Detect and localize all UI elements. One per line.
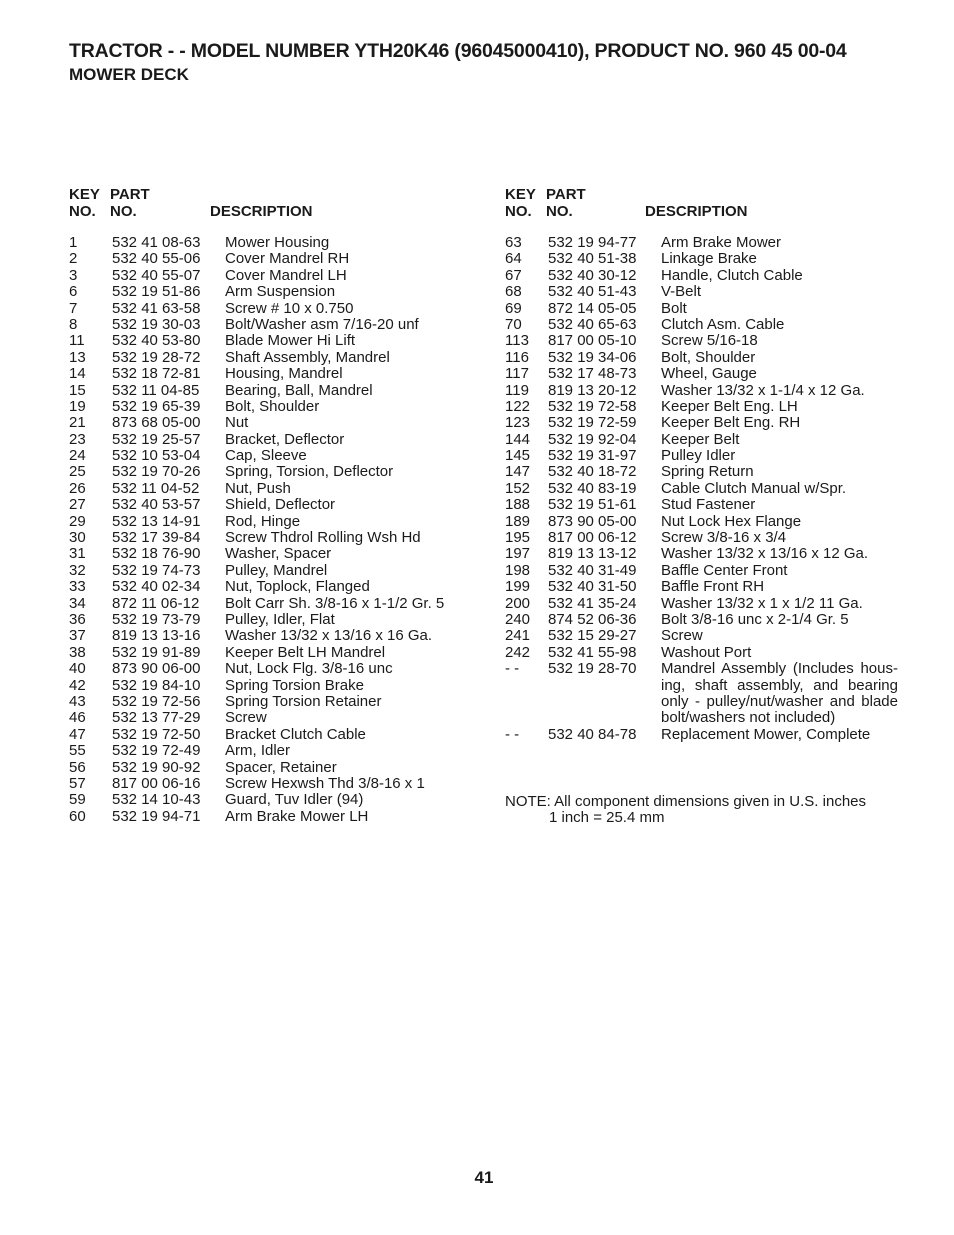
table-row — [69, 497, 469, 513]
table-row — [505, 563, 905, 579]
description: Nut, Push — [225, 479, 291, 497]
part-no: 872 14 05-05 — [548, 299, 637, 317]
part-no: 532 41 55-98 — [548, 643, 637, 661]
key-no: 116 — [505, 348, 529, 366]
part-no: 532 17 39-84 — [112, 529, 201, 547]
description: Mower Housing — [225, 234, 330, 251]
description: Linkage Brake — [661, 250, 757, 268]
key-no: 36 — [69, 610, 86, 628]
description: Spring Torsion Retainer — [225, 692, 382, 710]
description: Wheel, Gauge — [661, 365, 757, 383]
part-no: 532 19 25-57 — [112, 430, 201, 448]
table-row — [505, 612, 905, 628]
table-row — [69, 612, 469, 628]
description — [661, 661, 898, 727]
key-no: 34 — [69, 594, 86, 612]
header-part-bottom: NO. — [546, 203, 573, 220]
key-no: 42 — [69, 676, 86, 694]
part-no: 532 13 14-91 — [112, 512, 201, 530]
part-no: 532 19 92-04 — [548, 430, 637, 448]
key-no: 241 — [505, 627, 531, 645]
part-no: 532 19 73-79 — [112, 610, 201, 628]
key-no: 119 — [505, 381, 529, 399]
table-row — [505, 481, 905, 497]
description: Keeper Belt Eng. LH — [661, 397, 798, 415]
table-row — [505, 333, 905, 349]
table-row — [505, 464, 905, 480]
description: Replacement Mower, Complete — [661, 725, 871, 743]
key-no: 113 — [505, 332, 529, 350]
key-no: 144 — [505, 430, 531, 448]
part-no: 532 18 76-90 — [112, 545, 201, 563]
key-no: 13 — [69, 348, 86, 366]
key-no: 147 — [505, 463, 531, 481]
part-no: 532 19 51-61 — [548, 496, 637, 514]
table-row — [69, 645, 469, 661]
key-no: 30 — [69, 529, 86, 547]
part-no: 819 13 13-16 — [112, 627, 201, 645]
table-row — [505, 301, 905, 317]
part-no: 532 19 34-06 — [548, 348, 637, 366]
description: Bolt — [661, 299, 687, 317]
key-no: 57 — [69, 774, 86, 792]
table-row — [69, 710, 469, 726]
description: Cable Clutch Manual w/Spr. — [661, 479, 847, 497]
part-no: 532 40 02-34 — [112, 578, 201, 596]
part-no: 532 19 72-50 — [112, 725, 201, 743]
part-no: 532 40 31-49 — [548, 561, 637, 579]
part-no: 532 40 65-63 — [548, 315, 637, 333]
key-no: 47 — [69, 725, 86, 743]
table-row — [69, 579, 469, 595]
table-row — [69, 235, 469, 251]
part-no: 532 19 70-26 — [112, 463, 201, 481]
part-no: 532 15 29-27 — [548, 627, 637, 645]
key-no: 63 — [505, 234, 522, 251]
part-no: 532 18 72-81 — [112, 365, 201, 383]
description: Housing, Mandrel — [225, 365, 343, 383]
part-no: 532 40 51-38 — [548, 250, 637, 268]
table-row — [505, 268, 905, 284]
part-no: 532 10 53-04 — [112, 447, 201, 465]
key-no: - - — [505, 660, 520, 678]
description: Washout Port — [661, 643, 752, 661]
description: Arm Brake Mower LH — [225, 807, 369, 825]
description-line: ing, shaft assembly, and bearing — [661, 676, 898, 694]
key-no: 242 — [505, 643, 531, 661]
description: Spacer, Retainer — [225, 758, 337, 776]
description: Pulley Idler — [661, 447, 736, 465]
description: Screw — [225, 709, 267, 727]
description: Washer 13/32 x 1 x 1/2 11 Ga. — [661, 594, 863, 612]
key-no: 31 — [69, 545, 86, 563]
table-row — [505, 235, 905, 251]
key-no: 40 — [69, 660, 86, 678]
key-no: 3 — [69, 266, 78, 284]
part-no: 532 11 04-85 — [112, 381, 200, 399]
key-no: 145 — [505, 447, 531, 465]
table-row — [69, 366, 469, 382]
table-row — [69, 678, 469, 694]
table-row — [505, 514, 905, 530]
part-no: 532 19 72-49 — [112, 742, 201, 760]
part-no: 532 19 94-77 — [548, 234, 637, 251]
part-no: 532 40 18-72 — [548, 463, 637, 481]
part-no: 532 19 90-92 — [112, 758, 201, 776]
description: Nut, Toplock, Flanged — [225, 578, 370, 596]
part-no: 532 19 30-03 — [112, 315, 201, 333]
table-row — [69, 448, 469, 464]
key-no: 199 — [505, 578, 531, 596]
part-no: 532 19 91-89 — [112, 643, 201, 661]
key-no: 37 — [69, 627, 86, 645]
page-title: TRACTOR - - MODEL NUMBER YTH20K46 (96045000410), PRODUCT NO. 960 45 00-04 — [69, 40, 847, 62]
description: Keeper Belt LH Mandrel — [225, 643, 386, 661]
key-no: 60 — [69, 807, 86, 825]
key-no: 189 — [505, 512, 531, 530]
table-row — [505, 415, 905, 431]
key-no: - - — [505, 725, 520, 743]
part-no: 817 00 05-10 — [548, 332, 637, 350]
header-key-top: KEY — [69, 186, 100, 203]
part-no: 532 41 35-24 — [548, 594, 637, 612]
description: Shaft Assembly, Mandrel — [225, 348, 390, 366]
key-no: 11 — [69, 332, 85, 350]
table-row — [69, 792, 469, 808]
description: Spring Torsion Brake — [225, 676, 364, 694]
key-no: 70 — [505, 315, 522, 333]
part-no: 532 40 83-19 — [548, 479, 637, 497]
key-no: 32 — [69, 561, 86, 579]
key-no: 67 — [505, 266, 522, 284]
part-no: 873 90 05-00 — [548, 512, 637, 530]
part-no: 532 40 30-12 — [548, 266, 637, 284]
parts-list-left — [69, 235, 469, 825]
table-row — [69, 268, 469, 284]
key-no: 117 — [505, 365, 529, 383]
description: Shield, Deflector — [225, 496, 336, 514]
part-no: 873 90 06-00 — [112, 660, 201, 678]
description: Washer 13/32 x 13/16 x 16 Ga. — [225, 627, 433, 645]
key-no: 55 — [69, 742, 86, 760]
key-no: 197 — [505, 545, 531, 563]
description: Arm Brake Mower — [661, 234, 782, 251]
table-row — [69, 596, 469, 612]
part-no: 532 13 77-29 — [112, 709, 201, 727]
description: Screw — [661, 627, 703, 645]
description: Screw Thdrol Rolling Wsh Hd — [225, 529, 421, 547]
parts-table-right — [505, 187, 905, 743]
table-row — [69, 809, 469, 825]
table-row — [69, 776, 469, 792]
description: Blade Mower Hi Lift — [225, 332, 356, 350]
table-row — [69, 727, 469, 743]
description: Washer, Spacer — [225, 545, 332, 563]
key-no: 46 — [69, 709, 86, 727]
table-row — [505, 497, 905, 513]
part-no: 532 19 72-56 — [112, 692, 201, 710]
table-row — [69, 333, 469, 349]
description: Baffle Front RH — [661, 578, 765, 596]
part-no: 532 40 51-43 — [548, 283, 637, 301]
key-no: 29 — [69, 512, 86, 530]
key-no: 122 — [505, 397, 531, 415]
key-no: 200 — [505, 594, 531, 612]
key-no: 195 — [505, 529, 531, 547]
description: Washer 13/32 x 13/16 x 12 Ga. — [661, 545, 869, 563]
key-no: 43 — [69, 692, 86, 710]
key-no: 2 — [69, 250, 78, 268]
key-no: 14 — [69, 365, 86, 383]
part-no: 532 40 55-07 — [112, 266, 201, 284]
description: Pulley, Mandrel — [225, 561, 328, 579]
table-row — [505, 727, 905, 743]
header-description: DESCRIPTION — [645, 203, 748, 220]
table-row — [505, 284, 905, 300]
table-header — [505, 187, 905, 221]
key-no: 123 — [505, 414, 531, 432]
key-no: 25 — [69, 463, 86, 481]
description: Spring Return — [661, 463, 754, 481]
table-row — [505, 596, 905, 612]
table-row — [505, 530, 905, 546]
table-row — [69, 415, 469, 431]
table-row — [69, 383, 469, 399]
table-row — [69, 251, 469, 267]
header-key-bottom: NO. — [69, 203, 96, 220]
description: Pulley, Idler, Flat — [225, 610, 335, 628]
key-no: 198 — [505, 561, 531, 579]
table-row — [505, 366, 905, 382]
part-no: 873 68 05-00 — [112, 414, 201, 432]
key-no: 24 — [69, 447, 86, 465]
table-row — [69, 514, 469, 530]
part-no: 817 00 06-16 — [112, 774, 201, 792]
description: Keeper Belt — [661, 430, 740, 448]
part-no: 872 11 06-12 — [112, 594, 200, 612]
key-no: 1 — [69, 234, 78, 251]
description: Handle, Clutch Cable — [661, 266, 803, 284]
key-no: 19 — [69, 397, 86, 415]
key-no: 21 — [69, 414, 86, 432]
dimension-note — [505, 794, 866, 827]
part-no: 532 19 94-71 — [112, 807, 201, 825]
description: Bolt 3/8-16 unc x 2-1/4 Gr. 5 — [661, 610, 849, 628]
key-no: 152 — [505, 479, 531, 497]
part-no: 532 19 72-59 — [548, 414, 637, 432]
extra-parts — [505, 661, 905, 743]
key-no: 15 — [69, 381, 86, 399]
table-row — [69, 317, 469, 333]
table-row — [69, 481, 469, 497]
part-no: 532 19 65-39 — [112, 397, 201, 415]
description-line: only - pulley/nut/washer and blade — [661, 692, 898, 710]
part-no: 532 19 51-86 — [112, 283, 201, 301]
table-row — [69, 399, 469, 415]
table-row — [69, 530, 469, 546]
part-no: 532 19 31-97 — [548, 447, 637, 465]
description: Arm, Idler — [225, 742, 291, 760]
description: Cover Mandrel RH — [225, 250, 350, 268]
table-row — [505, 661, 905, 727]
description: Bolt, Shoulder — [661, 348, 756, 366]
description: Screw 3/8-16 x 3/4 — [661, 529, 787, 547]
description: Nut — [225, 414, 249, 432]
key-no: 8 — [69, 315, 78, 333]
key-no: 33 — [69, 578, 86, 596]
part-no: 817 00 06-12 — [548, 529, 637, 547]
section-subtitle: MOWER DECK — [69, 65, 189, 84]
table-row — [505, 251, 905, 267]
key-no: 188 — [505, 496, 531, 514]
table-row — [69, 464, 469, 480]
table-row — [505, 399, 905, 415]
part-no: 532 14 10-43 — [112, 791, 201, 809]
description: Bracket Clutch Cable — [225, 725, 366, 743]
part-no: 532 40 84-78 — [548, 725, 637, 743]
description: Baffle Center Front — [661, 561, 788, 579]
table-row — [69, 546, 469, 562]
table-row — [505, 432, 905, 448]
table-row — [69, 760, 469, 776]
description: Rod, Hinge — [225, 512, 301, 530]
key-no: 6 — [69, 283, 78, 301]
table-row — [69, 743, 469, 759]
part-no: 819 13 20-12 — [548, 381, 637, 399]
key-no: 26 — [69, 479, 86, 497]
description-line: Mandrel Assembly (Includes hous- — [661, 660, 898, 678]
description: Screw # 10 x 0.750 — [225, 299, 354, 317]
table-row — [505, 317, 905, 333]
table-row — [505, 350, 905, 366]
part-no: 532 40 55-06 — [112, 250, 201, 268]
description-line: bolt/washers not included) — [661, 709, 836, 727]
key-no: 240 — [505, 610, 531, 628]
header-part-top: PART — [546, 186, 586, 203]
description: Spring, Torsion, Deflector — [225, 463, 394, 481]
page-number: 41 — [474, 1168, 494, 1187]
table-row — [505, 546, 905, 562]
table-row — [505, 579, 905, 595]
part-no: 532 19 74-73 — [112, 561, 201, 579]
description: Nut Lock Hex Flange — [661, 512, 802, 530]
description: V-Belt — [661, 283, 702, 301]
table-row — [505, 448, 905, 464]
description: Bolt Carr Sh. 3/8-16 x 1-1/2 Gr. 5 — [225, 594, 445, 612]
header-description: DESCRIPTION — [210, 203, 313, 220]
description: Stud Fastener — [661, 496, 756, 514]
part-no: 532 19 72-58 — [548, 397, 637, 415]
table-row — [69, 661, 469, 677]
part-no: 532 11 04-52 — [112, 479, 200, 497]
part-no: 819 13 13-12 — [548, 545, 637, 563]
header-part-top: PART — [110, 186, 150, 203]
header-key-bottom: NO. — [505, 203, 532, 220]
table-row — [69, 301, 469, 317]
part-no: 532 40 53-57 — [112, 496, 201, 514]
header-key-top: KEY — [505, 186, 536, 203]
note-line-2: 1 inch = 25.4 mm — [549, 809, 665, 827]
header-part-bottom: NO. — [110, 203, 137, 220]
part-no: 532 19 28-72 — [112, 348, 201, 366]
parts-list-right — [505, 235, 905, 661]
description: Screw 5/16-18 — [661, 332, 758, 350]
parts-table-left — [69, 187, 469, 825]
part-no: 532 41 08-63 — [112, 234, 201, 251]
table-row — [69, 563, 469, 579]
description: Cap, Sleeve — [225, 447, 307, 465]
part-no: 532 17 48-73 — [548, 365, 637, 383]
key-no: 59 — [69, 791, 86, 809]
part-no: 532 41 63-58 — [112, 299, 201, 317]
table-row — [505, 383, 905, 399]
key-no: 64 — [505, 250, 522, 268]
description: Cover Mandrel LH — [225, 266, 347, 284]
description: Keeper Belt Eng. RH — [661, 414, 801, 432]
description: Bracket, Deflector — [225, 430, 345, 448]
key-no: 23 — [69, 430, 86, 448]
description: Washer 13/32 x 1-1/4 x 12 Ga. — [661, 381, 865, 399]
description: Clutch Asm. Cable — [661, 315, 785, 333]
description: Bearing, Ball, Mandrel — [225, 381, 373, 399]
part-no: 532 19 84-10 — [112, 676, 201, 694]
part-no: 532 40 31-50 — [548, 578, 637, 596]
key-no: 68 — [505, 283, 522, 301]
table-row — [505, 645, 905, 661]
description: Guard, Tuv Idler (94) — [225, 791, 364, 809]
part-no: 532 19 28-70 — [548, 660, 637, 678]
table-row — [505, 628, 905, 644]
description: Arm Suspension — [225, 283, 336, 301]
description: Bolt/Washer asm 7/16-20 unf — [225, 315, 419, 333]
key-no: 69 — [505, 299, 522, 317]
key-no: 56 — [69, 758, 86, 776]
key-no: 7 — [69, 299, 78, 317]
part-no: 874 52 06-36 — [548, 610, 637, 628]
key-no: 38 — [69, 643, 86, 661]
note-line-1: NOTE: All component dimensions given in U.S. inches — [505, 793, 867, 810]
table-row — [69, 628, 469, 644]
key-no: 27 — [69, 496, 86, 514]
table-row — [69, 694, 469, 710]
table-row — [69, 350, 469, 366]
description: Screw Hexwsh Thd 3/8-16 x 1 — [225, 774, 425, 792]
table-row — [69, 284, 469, 300]
description: Nut, Lock Flg. 3/8-16 unc — [225, 660, 393, 678]
table-header — [69, 187, 469, 221]
part-no: 532 40 53-80 — [112, 332, 201, 350]
description: Bolt, Shoulder — [225, 397, 320, 415]
table-row — [69, 432, 469, 448]
